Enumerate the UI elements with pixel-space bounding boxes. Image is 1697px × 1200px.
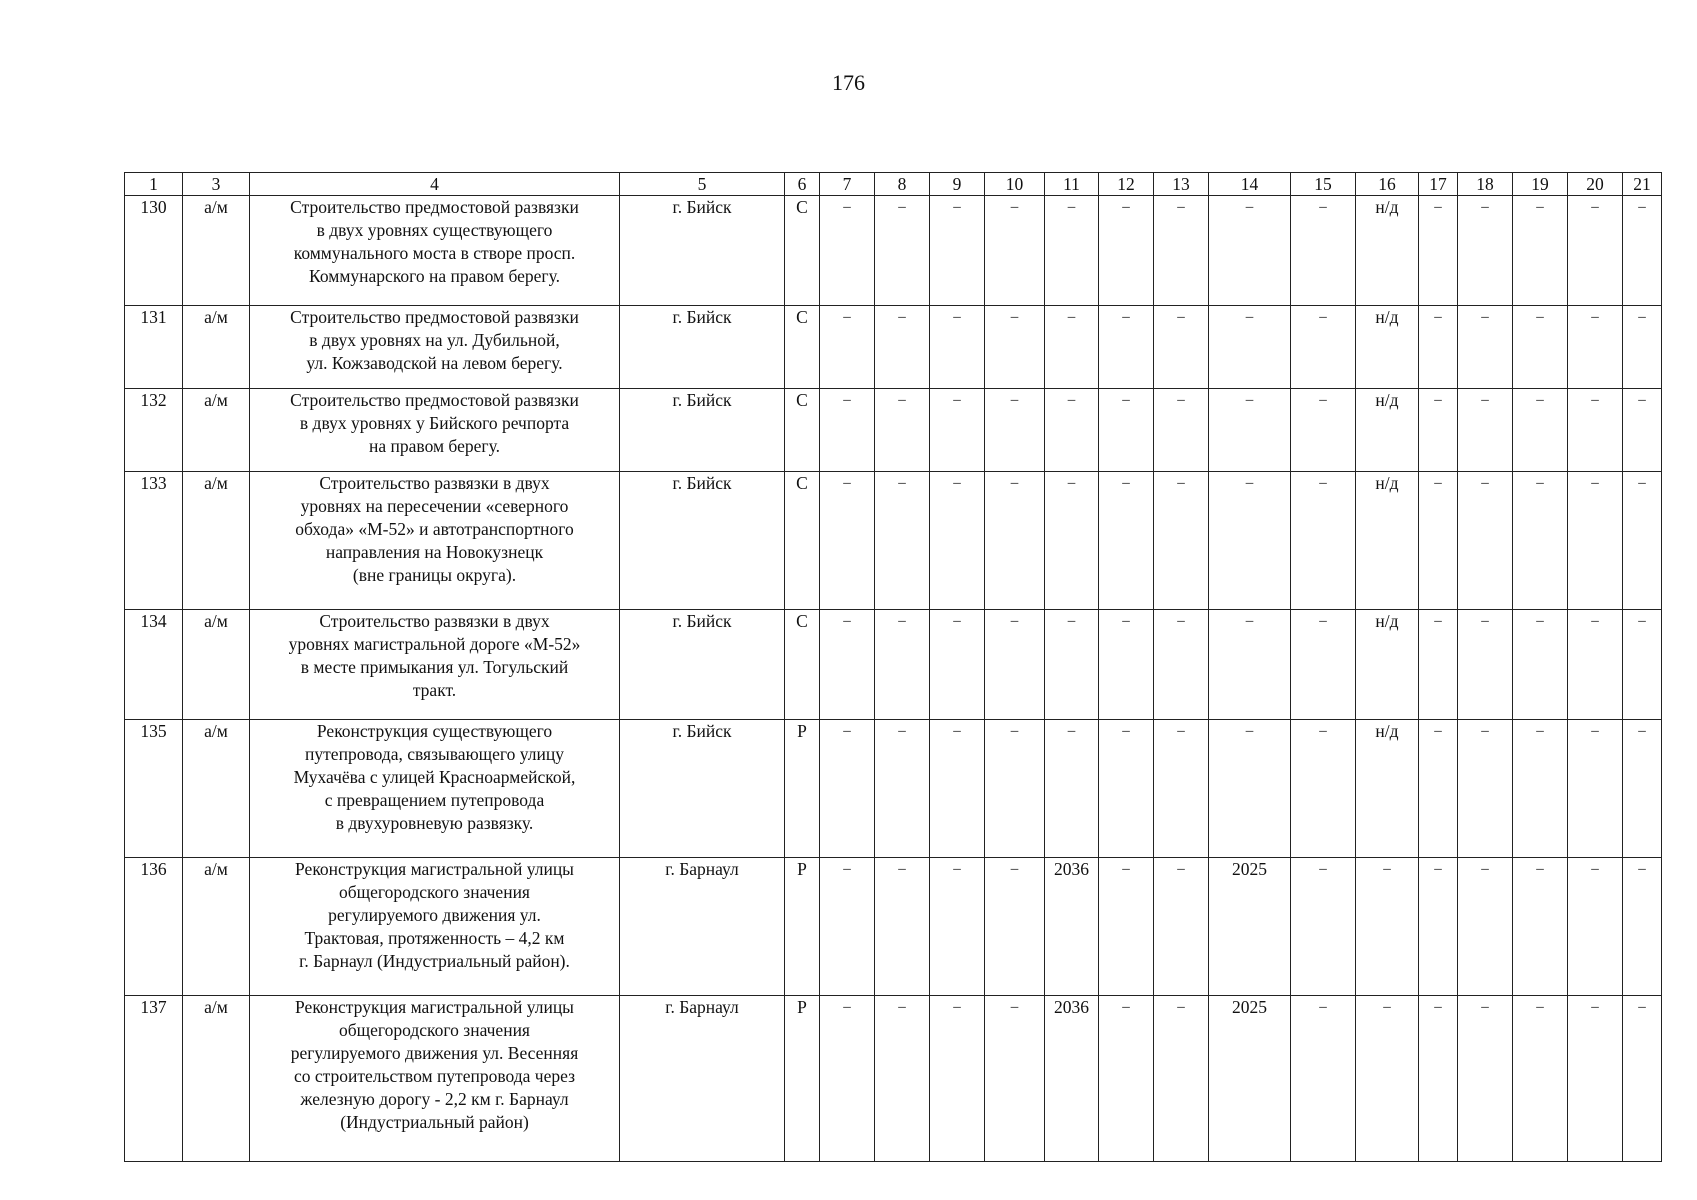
table-row [125,720,1662,858]
row-value-cell: – [1419,858,1458,996]
column-header: 19 [1513,173,1568,196]
row-value-cell: – [1291,610,1356,720]
column-header: 7 [820,173,875,196]
row-value-cell: – [875,610,930,720]
row-value-cell: – [1513,720,1568,858]
row-value-cell: – [1291,720,1356,858]
row-value-cell: н/д [1356,196,1419,306]
row-value-cell: – [1513,389,1568,472]
row-value-cell: – [930,389,985,472]
table-row [125,306,1662,389]
row-value-cell: н/д [1356,389,1419,472]
row-value-cell: – [1568,306,1623,389]
row-value-cell: – [1291,472,1356,610]
row-code-cell: Р [785,720,820,858]
table-row [125,610,1662,720]
row-value-cell: – [1291,196,1356,306]
row-value-cell: н/д [1356,306,1419,389]
row-value-cell: – [1419,306,1458,389]
row-value-cell: – [1568,389,1623,472]
column-header: 12 [1099,173,1154,196]
column-header: 1 [125,173,183,196]
row-value-cell: – [1099,306,1154,389]
row-value-cell: – [930,472,985,610]
row-value-cell: 2036 [1045,996,1099,1162]
row-value-cell: – [1623,389,1662,472]
row-location-cell: г. Бийск [620,610,785,720]
row-type-cell: а/м [183,996,250,1162]
data-table [124,172,1662,1162]
row-location-cell: г. Барнаул [620,858,785,996]
row-value-cell: – [875,389,930,472]
table-row [125,858,1662,996]
row-value-cell: – [1458,389,1513,472]
column-header: 17 [1419,173,1458,196]
row-value-cell: н/д [1356,610,1419,720]
row-value-cell: – [1458,996,1513,1162]
column-header: 14 [1209,173,1291,196]
row-value-cell: – [1045,389,1099,472]
row-type-cell: а/м [183,389,250,472]
row-value-cell: – [875,720,930,858]
row-description-cell: Реконструкция существующего путепровода, связывающего улицу Мухачёва с улицей Красноармейской, с превращением путепровода в двухуровневую развязку. [250,720,620,858]
row-location-cell: г. Барнаул [620,996,785,1162]
row-location-cell: г. Бийск [620,720,785,858]
row-value-cell: – [1099,858,1154,996]
column-header: 10 [985,173,1045,196]
row-value-cell: – [1513,996,1568,1162]
column-header: 8 [875,173,930,196]
row-description-cell: Строительство развязки в двух уровнях на пересечении «северного обхода» «М-52» и автотранспортного направления на Новокузнецк (вне границы округа). [250,472,620,610]
row-number-cell: 136 [125,858,183,996]
row-value-cell: – [1568,858,1623,996]
row-value-cell: – [1458,720,1513,858]
row-number-cell: 132 [125,389,183,472]
row-value-cell: – [1568,196,1623,306]
column-header: 6 [785,173,820,196]
row-value-cell: – [1623,610,1662,720]
row-value-cell: – [1154,858,1209,996]
column-header: 4 [250,173,620,196]
row-value-cell: – [1045,196,1099,306]
row-value-cell: – [1154,306,1209,389]
row-description-cell: Реконструкция магистральной улицы общегородского значения регулируемого движения ул. Весенняя со строительством путепровода через железную дорогу - 2,2 км г. Барнаул (Индустриальный район) [250,996,620,1162]
row-value-cell: – [1209,389,1291,472]
row-value-cell: – [1209,610,1291,720]
row-value-cell: – [820,472,875,610]
row-value-cell: – [1291,389,1356,472]
row-value-cell: – [985,720,1045,858]
row-value-cell: – [1209,472,1291,610]
row-value-cell: – [1154,389,1209,472]
row-value-cell: – [1154,610,1209,720]
row-location-cell: г. Бийск [620,472,785,610]
column-header: 13 [1154,173,1209,196]
row-code-cell: С [785,306,820,389]
row-value-cell: – [1209,306,1291,389]
row-value-cell: н/д [1356,472,1419,610]
row-location-cell: г. Бийск [620,389,785,472]
row-value-cell: – [985,196,1045,306]
row-value-cell: – [985,610,1045,720]
row-value-cell: – [1568,610,1623,720]
column-header: 15 [1291,173,1356,196]
row-value-cell: – [1099,996,1154,1162]
row-value-cell: – [1419,720,1458,858]
row-number-cell: 135 [125,720,183,858]
row-value-cell: – [1419,472,1458,610]
row-value-cell: – [1045,472,1099,610]
row-code-cell: С [785,472,820,610]
row-description-cell: Строительство предмостовой развязки в двух уровнях существующего коммунального моста в створе просп. Коммунарского на правом берегу. [250,196,620,306]
column-header: 11 [1045,173,1099,196]
table-row [125,389,1662,472]
row-value-cell: – [820,196,875,306]
row-value-cell: – [1513,196,1568,306]
column-header: 21 [1623,173,1662,196]
row-value-cell: н/д [1356,720,1419,858]
row-description-cell: Строительство развязки в двух уровнях магистральной дороге «М-52» в месте примыкания ул. Тогульский тракт. [250,610,620,720]
row-description-cell: Реконструкция магистральной улицы общегородского значения регулируемого движения ул. Трактовая, протяженность – 4,2 км г. Барнаул (Индустриальный район). [250,858,620,996]
row-value-cell: – [1045,306,1099,389]
row-value-cell: – [1154,196,1209,306]
row-value-cell: – [1458,858,1513,996]
row-value-cell: – [1099,389,1154,472]
row-value-cell: – [1356,996,1419,1162]
row-value-cell: – [1209,196,1291,306]
row-value-cell: – [930,196,985,306]
row-value-cell: – [1291,996,1356,1162]
column-header: 20 [1568,173,1623,196]
row-value-cell: – [875,472,930,610]
row-value-cell: – [1154,996,1209,1162]
column-header: 16 [1356,173,1419,196]
row-value-cell: – [820,610,875,720]
row-value-cell: – [985,996,1045,1162]
row-value-cell: – [1419,196,1458,306]
row-value-cell: – [930,610,985,720]
row-value-cell: – [1513,306,1568,389]
row-value-cell: – [875,196,930,306]
row-value-cell: – [1568,472,1623,610]
row-description-cell: Строительство предмостовой развязки в двух уровнях у Бийского речпорта на правом берегу. [250,389,620,472]
row-value-cell: – [1291,858,1356,996]
row-value-cell: – [1419,610,1458,720]
row-value-cell: – [1458,472,1513,610]
row-value-cell: – [1568,720,1623,858]
row-value-cell: – [875,858,930,996]
row-value-cell: – [1099,472,1154,610]
column-header: 5 [620,173,785,196]
row-value-cell: – [985,306,1045,389]
row-value-cell: – [1099,720,1154,858]
row-value-cell: – [1623,720,1662,858]
row-value-cell: – [930,720,985,858]
row-location-cell: г. Бийск [620,196,785,306]
row-code-cell: С [785,610,820,720]
row-type-cell: а/м [183,610,250,720]
row-value-cell: – [1099,196,1154,306]
row-location-cell: г. Бийск [620,306,785,389]
row-value-cell: – [820,306,875,389]
row-code-cell: Р [785,858,820,996]
row-value-cell: – [1568,996,1623,1162]
row-value-cell: – [1209,720,1291,858]
column-header: 18 [1458,173,1513,196]
row-description-cell: Строительство предмостовой развязки в двух уровнях на ул. Дубильной, ул. Кожзаводской на левом берегу. [250,306,620,389]
row-value-cell: – [820,389,875,472]
row-value-cell: – [1099,610,1154,720]
row-value-cell: – [1458,306,1513,389]
row-type-cell: а/м [183,196,250,306]
row-value-cell: – [1513,472,1568,610]
table-row [125,196,1662,306]
row-value-cell: – [875,996,930,1162]
row-value-cell: – [985,389,1045,472]
row-value-cell: – [1045,720,1099,858]
row-value-cell: – [1458,196,1513,306]
row-value-cell: – [1623,996,1662,1162]
column-header: 3 [183,173,250,196]
row-value-cell: – [1419,389,1458,472]
row-value-cell: – [1623,858,1662,996]
row-number-cell: 130 [125,196,183,306]
row-value-cell: – [1623,196,1662,306]
row-code-cell: Р [785,996,820,1162]
row-value-cell: – [820,858,875,996]
table-row [125,996,1662,1162]
row-value-cell: – [1154,472,1209,610]
row-value-cell: – [985,472,1045,610]
row-value-cell: – [820,996,875,1162]
table-row [125,472,1662,610]
row-number-cell: 137 [125,996,183,1162]
header-row [125,173,1662,196]
row-value-cell: – [820,720,875,858]
row-value-cell: 2025 [1209,858,1291,996]
row-number-cell: 134 [125,610,183,720]
row-code-cell: С [785,389,820,472]
row-value-cell: – [1513,858,1568,996]
row-value-cell: – [875,306,930,389]
row-type-cell: а/м [183,472,250,610]
row-number-cell: 133 [125,472,183,610]
row-type-cell: а/м [183,306,250,389]
row-value-cell: – [930,996,985,1162]
row-value-cell: – [1513,610,1568,720]
row-value-cell: 2036 [1045,858,1099,996]
row-type-cell: а/м [183,858,250,996]
row-value-cell: – [1623,306,1662,389]
row-code-cell: С [785,196,820,306]
row-value-cell: 2025 [1209,996,1291,1162]
column-header: 9 [930,173,985,196]
row-value-cell: – [1419,996,1458,1162]
row-number-cell: 131 [125,306,183,389]
row-value-cell: – [1458,610,1513,720]
row-value-cell: – [930,858,985,996]
row-value-cell: – [930,306,985,389]
row-value-cell: – [1154,720,1209,858]
row-value-cell: – [1291,306,1356,389]
row-value-cell: – [1045,610,1099,720]
row-value-cell: – [1623,472,1662,610]
row-value-cell: – [1356,858,1419,996]
page-number: 176 [832,70,865,95]
row-value-cell: – [985,858,1045,996]
row-type-cell: а/м [183,720,250,858]
